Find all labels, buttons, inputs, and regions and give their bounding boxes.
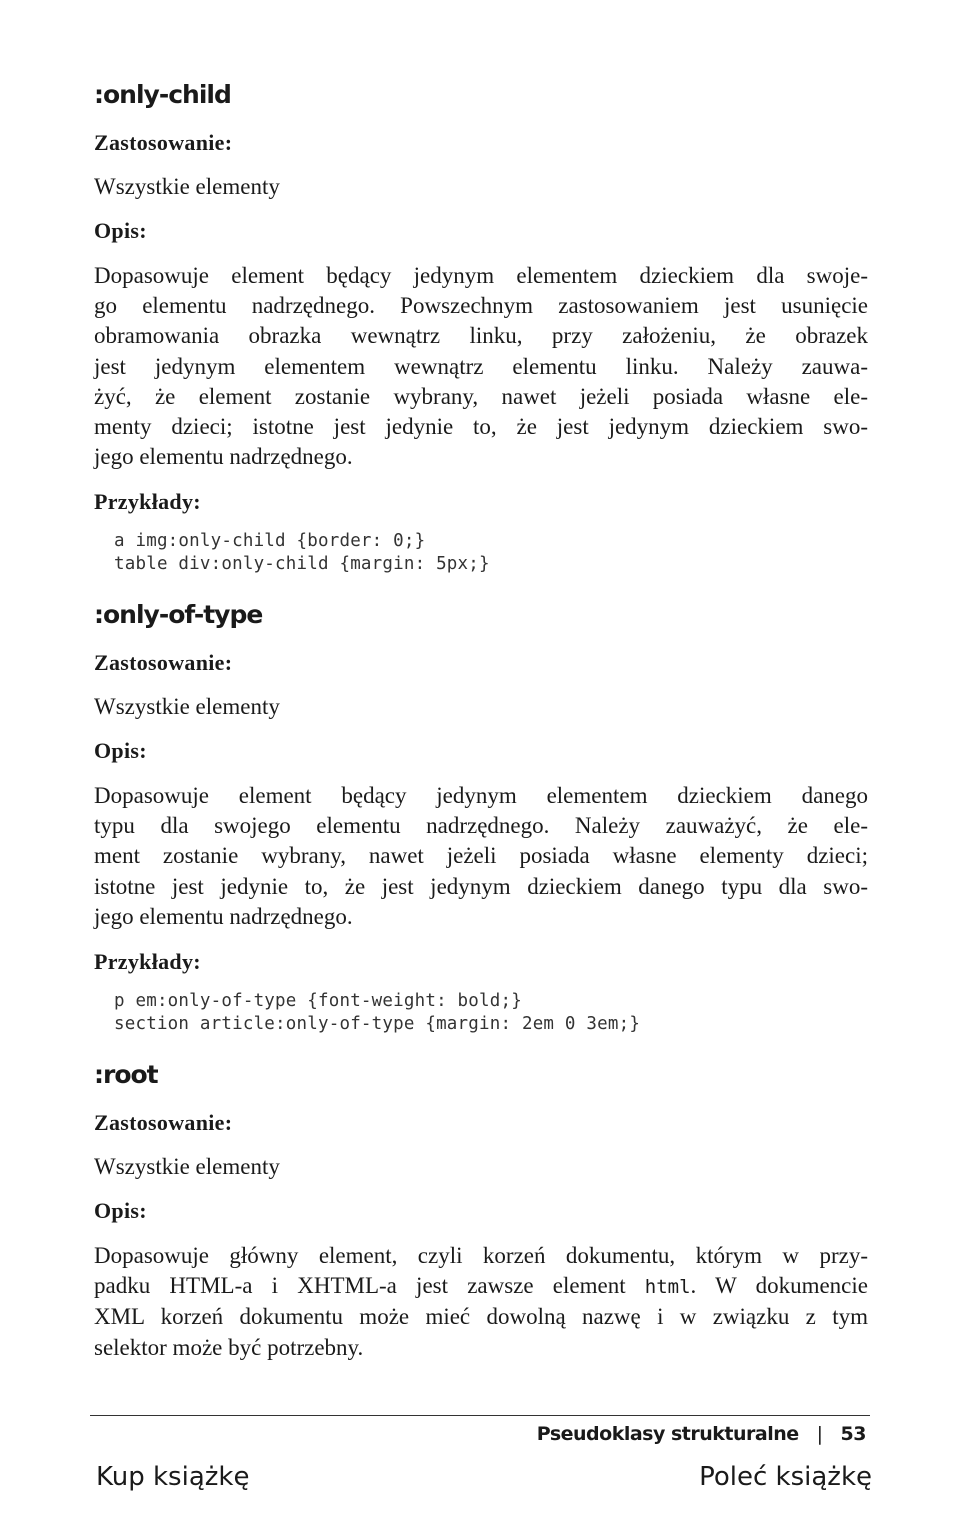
description-line: obramowania obrazka wewnątrz linku, przy założeniu, że obrazek [94, 323, 868, 349]
description-text-after-code: . W dokumencie [690, 1273, 868, 1299]
section-heading: :root [94, 1060, 158, 1089]
description-line: menty dzieci; istotne jest jedynie to, że jest jedynym dzieckiem swo- [94, 414, 868, 440]
page-number: 53 [840, 1423, 866, 1445]
buy-book-link[interactable]: Kup książkę [96, 1462, 250, 1492]
applies-label: Zastosowanie: [94, 650, 233, 675]
applies-label: Zastosowanie: [94, 130, 233, 155]
inline-code-html: html [644, 1276, 691, 1299]
description-text [94, 1241, 868, 1363]
section-only-child [94, 80, 868, 576]
description-line: istotne jest jedynie to, że jest jedynym dzieckiem danego typu dla swo- [94, 873, 868, 899]
description-line: typu dla swojego elementu nadrzędnego. Należy zauważyć, że ele- [94, 813, 868, 839]
code-line: p em:only-of-type {font-weight: bold;} [114, 991, 522, 1012]
description-label: Opis: [94, 1198, 147, 1223]
description-line: Dopasowuje element będący jedynym elementem dzieckiem danego [94, 783, 868, 808]
description-text-before-code: padku HTML-a i XHTML-a jest zawsze element [94, 1273, 645, 1299]
description-label: Opis: [94, 738, 147, 763]
examples-label: Przykłady: [94, 949, 201, 975]
code-line: section article:only-of-type {margin: 2em 0 3em;} [114, 1014, 641, 1035]
code-line: a img:only-child {border: 0;} [114, 531, 426, 552]
section-root [94, 1060, 868, 1363]
description-line: selektor może być potrzebny. [94, 1334, 364, 1360]
section-only-of-type [94, 600, 868, 1036]
footer-divider [90, 1415, 870, 1416]
applies-value: Wszystkie elementy [94, 174, 280, 199]
section-heading: :only-child [94, 80, 231, 109]
page [94, 0, 868, 1528]
description-line: jest jedynym elementem wewnątrz elementu linku. Należy zauwa- [94, 353, 868, 379]
description-line: jego elementu nadrzędnego. [94, 903, 353, 929]
running-footer [537, 1423, 866, 1445]
description-line: Dopasowuje element będący jedynym elementem dzieckiem dla swoje- [94, 263, 868, 288]
description-text [94, 781, 868, 932]
section-heading: :only-of-type [94, 600, 263, 629]
examples-label: Przykłady: [94, 489, 201, 515]
description-line: XML korzeń dokumentu może mieć dowolną nazwę i w związku z tym [94, 1304, 868, 1330]
applies-value: Wszystkie elementy [94, 694, 280, 719]
description-line: jego elementu nadrzędnego. [94, 444, 353, 470]
description-line: Dopasowuje główny element, czyli korzeń dokumentu, którym w przy- [94, 1243, 868, 1268]
footer-separator: | [816, 1423, 823, 1445]
description-line: go elementu nadrzędnego. Powszechnym zastosowaniem jest usunięcie [94, 293, 868, 319]
footer-section-title: Pseudoklasy strukturalne [536, 1423, 799, 1445]
description-text [94, 261, 868, 472]
code-example [94, 990, 868, 1036]
description-line [94, 1271, 868, 1302]
description-line: ment zostanie wybrany, nawet jeżeli posiada własne elementy dzieci; [94, 843, 868, 869]
code-example [94, 530, 868, 576]
recommend-book-link[interactable]: Poleć książkę [699, 1462, 872, 1492]
applies-value: Wszystkie elementy [94, 1154, 280, 1179]
description-label: Opis: [94, 218, 147, 243]
description-line: żyć, że element zostanie wybrany, nawet jeżeli posiada własne ele- [94, 383, 868, 409]
applies-label: Zastosowanie: [94, 1110, 233, 1135]
code-line: table div:only-child {margin: 5px;} [114, 554, 490, 575]
